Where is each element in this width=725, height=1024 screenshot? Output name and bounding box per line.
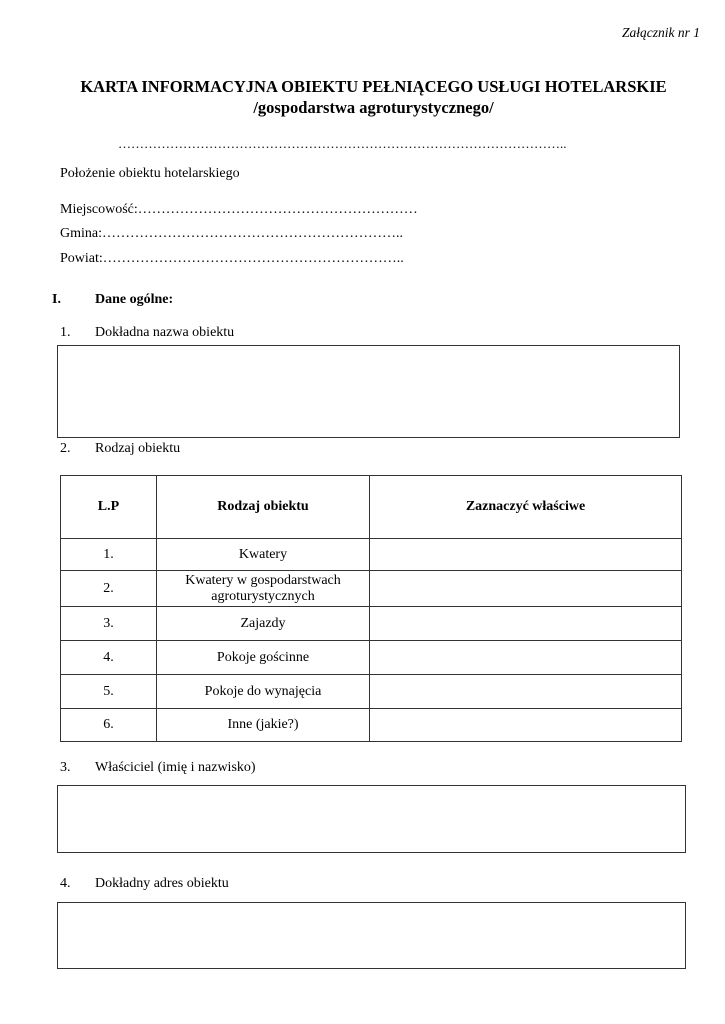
header-lp: L.P — [61, 476, 157, 539]
item-3-number: 3. — [60, 760, 71, 775]
powiat-field[interactable]: Powiat:……………………………………………………….. — [60, 251, 404, 266]
row-kind: Inne (jakie?) — [157, 709, 370, 742]
row-kind: Kwatery — [157, 539, 370, 571]
item-4-label: Dokładny adres obiektu — [95, 876, 229, 891]
document-title — [0, 76, 725, 118]
owner-box[interactable] — [57, 785, 686, 853]
table-row — [61, 607, 682, 641]
item-2-label: Rodzaj obiektu — [95, 441, 181, 456]
title-line-2: /gospodarstwa agroturystycznego/ — [253, 98, 494, 117]
row-kind: Pokoje do wynajęcia — [157, 675, 370, 709]
table-row — [61, 709, 682, 742]
row-lp: 6. — [61, 709, 157, 742]
row-mark-cell[interactable] — [370, 571, 682, 607]
row-lp: 5. — [61, 675, 157, 709]
object-type-table — [60, 475, 682, 742]
row-mark-cell[interactable] — [370, 607, 682, 641]
item-3-label: Właściciel (imię i nazwisko) — [95, 760, 256, 775]
title-line-1: KARTA INFORMACYJNA OBIEKTU PEŁNIĄCEGO USŁUGI HOTELARSKIE — [80, 77, 667, 96]
address-box[interactable] — [57, 902, 686, 969]
row-kind: Kwatery w gospodarstwach agroturystycznych — [157, 571, 370, 607]
row-mark-cell[interactable] — [370, 539, 682, 571]
location-heading: Położenie obiektu hotelarskiego — [60, 166, 240, 181]
item-4-number: 4. — [60, 876, 71, 891]
header-kind: Rodzaj obiektu — [157, 476, 370, 539]
table-row — [61, 641, 682, 675]
row-kind: Zajazdy — [157, 607, 370, 641]
row-lp: 2. — [61, 571, 157, 607]
table-row — [61, 571, 682, 607]
annex-label: Załącznik nr 1 — [621, 25, 700, 40]
row-lp: 4. — [61, 641, 157, 675]
gmina-field[interactable]: Gmina:……………………………………………………….. — [60, 226, 403, 241]
table-row — [61, 539, 682, 571]
header-mark: Zaznaczyć właściwe — [370, 476, 682, 539]
object-name-line: ………………………………………………………………………………………….. — [118, 136, 567, 151]
object-name-box[interactable] — [57, 345, 680, 438]
row-mark-cell[interactable] — [370, 709, 682, 742]
item-1-number: 1. — [60, 325, 71, 340]
row-mark-cell[interactable] — [370, 675, 682, 709]
miejscowosc-field[interactable]: Miejscowość:…………………………………………………… — [60, 202, 418, 217]
table-header-row — [61, 476, 682, 539]
section-1-title: Dane ogólne: — [95, 292, 174, 307]
table-row — [61, 675, 682, 709]
row-mark-cell[interactable] — [370, 641, 682, 675]
section-1-number: I. — [52, 292, 61, 307]
item-2-number: 2. — [60, 441, 71, 456]
row-lp: 3. — [61, 607, 157, 641]
row-kind: Pokoje gościnne — [157, 641, 370, 675]
row-lp: 1. — [61, 539, 157, 571]
item-1-label: Dokładna nazwa obiektu — [95, 325, 235, 340]
